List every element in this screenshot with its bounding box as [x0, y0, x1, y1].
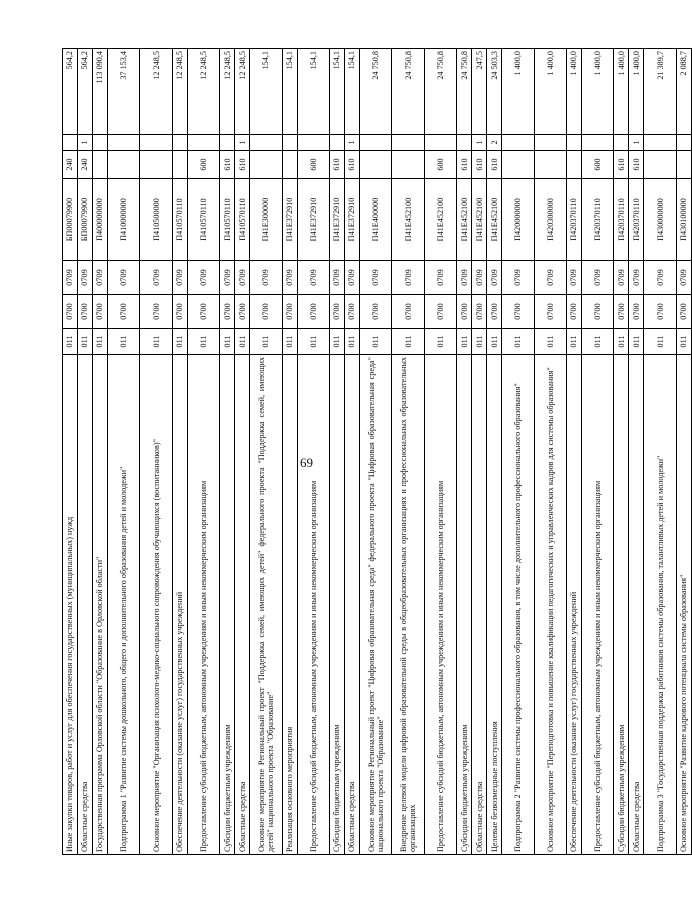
table-row — [344, 49, 359, 855]
section-code-cell: 0700 — [187, 295, 219, 329]
target-article-cell: П410570110 — [220, 179, 235, 261]
row-name-cell: Основное мероприятие "Развитие кадрового потенциала системы образования" — [676, 355, 691, 855]
target-article-cell: П41Е300000 — [250, 179, 282, 261]
expense-type-cell — [282, 151, 297, 179]
table-row — [502, 49, 534, 855]
expense-type-cell — [250, 151, 282, 179]
row-name-cell: Предоставление субсидий бюджетным, автономным учреждениям и иным некоммерческим организациям — [187, 355, 219, 855]
grbs-code-cell: 011 — [77, 329, 92, 355]
grbs-code-cell: 011 — [282, 329, 297, 355]
subsection-code-cell: 0709 — [329, 261, 344, 295]
expense-type-cell — [567, 151, 582, 179]
table-row — [329, 49, 344, 855]
expense-type-cell — [107, 151, 139, 179]
expense-type-cell — [676, 151, 691, 179]
target-article-cell: П410570110 — [172, 179, 187, 261]
section-code-cell: 0700 — [614, 295, 629, 329]
section-code-cell: 0700 — [235, 295, 250, 329]
funding-source-cell — [187, 135, 219, 151]
target-article-cell: П41Е452100 — [392, 179, 424, 261]
expense-type-cell — [534, 151, 566, 179]
table-row — [424, 49, 456, 855]
funding-source-cell — [140, 135, 172, 151]
target-article-cell: П420370110 — [581, 179, 613, 261]
target-article-cell: П41Е452100 — [424, 179, 456, 261]
expense-type-cell: 600 — [581, 151, 613, 179]
amount-cell: 1 400,0 — [614, 49, 629, 135]
amount-cell: 24 750,8 — [457, 49, 472, 135]
target-article-cell: П41Е452100 — [472, 179, 487, 261]
grbs-code-cell: 011 — [644, 329, 676, 355]
table-row — [92, 49, 107, 855]
subsection-code-cell: 0709 — [472, 261, 487, 295]
grbs-code-cell: 011 — [567, 329, 582, 355]
funding-source-cell: 1 — [472, 135, 487, 151]
subsection-code-cell: 0709 — [424, 261, 456, 295]
funding-source-cell — [424, 135, 456, 151]
subsection-code-cell: 0709 — [534, 261, 566, 295]
funding-source-cell — [92, 135, 107, 151]
section-code-cell: 0700 — [172, 295, 187, 329]
target-article-cell: П41Е452100 — [457, 179, 472, 261]
table-row — [676, 49, 691, 855]
subsection-code-cell: 0709 — [250, 261, 282, 295]
grbs-code-cell: 011 — [629, 329, 644, 355]
table-row — [567, 49, 582, 855]
amount-cell: 1 400,0 — [629, 49, 644, 135]
section-code-cell: 0700 — [77, 295, 92, 329]
row-name-cell: Субсидии бюджетным учреждениям — [220, 355, 235, 855]
table-row — [297, 49, 329, 855]
grbs-code-cell: 011 — [187, 329, 219, 355]
amount-cell: 154,1 — [282, 49, 297, 135]
grbs-code-cell: 011 — [329, 329, 344, 355]
row-name-cell: Предоставление субсидий бюджетным, автономным учреждениям и иным некоммерческим организациям — [581, 355, 613, 855]
section-code-cell: 0700 — [567, 295, 582, 329]
section-code-cell: 0700 — [107, 295, 139, 329]
row-name-cell: Предоставление субсидий бюджетным, автономным учреждениям и иным некоммерческим организациям — [424, 355, 456, 855]
amount-cell: 113 090,4 — [92, 49, 107, 135]
row-name-cell: Целевые безвозмездные поступления — [487, 355, 502, 855]
subsection-code-cell: 0709 — [140, 261, 172, 295]
target-article-cell: П420000000 — [502, 179, 534, 261]
expense-type-cell: 240 — [77, 151, 92, 179]
section-code-cell: 0700 — [282, 295, 297, 329]
amount-cell: 247,5 — [472, 49, 487, 135]
amount-cell: 12 248,5 — [220, 49, 235, 135]
subsection-code-cell: 0709 — [297, 261, 329, 295]
target-article-cell: П41Е372910 — [344, 179, 359, 261]
amount-cell: 24 750,8 — [359, 49, 391, 135]
section-code-cell: 0700 — [92, 295, 107, 329]
subsection-code-cell: 0709 — [92, 261, 107, 295]
target-article-cell: П41Е372910 — [297, 179, 329, 261]
target-article-cell: П410500000 — [140, 179, 172, 261]
amount-cell: 1 400,0 — [567, 49, 582, 135]
grbs-code-cell: 011 — [92, 329, 107, 355]
amount-cell: 12 248,5 — [235, 49, 250, 135]
table-row — [63, 49, 78, 855]
section-code-cell: 0700 — [629, 295, 644, 329]
expense-type-cell: 610 — [629, 151, 644, 179]
table-row — [644, 49, 676, 855]
expense-type-cell: 610 — [457, 151, 472, 179]
subsection-code-cell: 0709 — [63, 261, 78, 295]
subsection-code-cell: 0709 — [107, 261, 139, 295]
expense-type-cell — [392, 151, 424, 179]
amount-cell: 24 750,8 — [392, 49, 424, 135]
funding-source-cell: 1 — [629, 135, 644, 151]
funding-source-cell — [457, 135, 472, 151]
target-article-cell: П410570110 — [235, 179, 250, 261]
grbs-code-cell: 011 — [359, 329, 391, 355]
table-row — [187, 49, 219, 855]
section-code-cell: 0700 — [534, 295, 566, 329]
funding-source-cell — [282, 135, 297, 151]
grbs-code-cell: 011 — [487, 329, 502, 355]
table-row — [359, 49, 391, 855]
funding-source-cell — [614, 135, 629, 151]
amount-cell: 564,2 — [63, 49, 78, 135]
amount-cell: 1 400,0 — [581, 49, 613, 135]
row-name-cell: Основное мероприятие "Организация психолого-медико-социального сопровождения обучающихся (воспитанников)" — [140, 355, 172, 855]
section-code-cell: 0700 — [644, 295, 676, 329]
target-article-cell: П410000000 — [107, 179, 139, 261]
expense-type-cell — [140, 151, 172, 179]
row-name-cell: Внедрение целевой модели цифровой образовательной среды в общеобразовательных организациях и профессиональных образовательных организациях — [392, 355, 424, 855]
table-row — [581, 49, 613, 855]
grbs-code-cell: 011 — [63, 329, 78, 355]
funding-source-cell — [676, 135, 691, 151]
subsection-code-cell: 0709 — [502, 261, 534, 295]
budget-table-sheet — [62, 49, 692, 855]
funding-source-cell — [567, 135, 582, 151]
funding-source-cell — [107, 135, 139, 151]
row-name-cell: Областные средства — [629, 355, 644, 855]
section-code-cell: 0700 — [344, 295, 359, 329]
subsection-code-cell: 0709 — [567, 261, 582, 295]
section-code-cell: 0700 — [297, 295, 329, 329]
amount-cell: 21 389,7 — [644, 49, 676, 135]
row-name-cell: Областные средства — [77, 355, 92, 855]
target-article-cell: П41Е452100 — [487, 179, 502, 261]
row-name-cell: Обеспечение деятельности (оказание услуг) государственных учреждений — [567, 355, 582, 855]
expense-type-cell: 600 — [297, 151, 329, 179]
subsection-code-cell: 0709 — [676, 261, 691, 295]
grbs-code-cell: 011 — [172, 329, 187, 355]
table-row — [282, 49, 297, 855]
target-article-cell: П430000000 — [644, 179, 676, 261]
table-row — [487, 49, 502, 855]
row-name-cell: Областные средства — [472, 355, 487, 855]
section-code-cell: 0700 — [140, 295, 172, 329]
funding-source-cell — [220, 135, 235, 151]
subsection-code-cell: 0709 — [487, 261, 502, 295]
grbs-code-cell: 011 — [472, 329, 487, 355]
amount-cell: 2 088,7 — [676, 49, 691, 135]
row-name-cell: Субсидии бюджетным учреждениям — [457, 355, 472, 855]
subsection-code-cell: 0709 — [614, 261, 629, 295]
funding-source-cell — [250, 135, 282, 151]
amount-cell: 37 153,4 — [107, 49, 139, 135]
section-code-cell: 0700 — [502, 295, 534, 329]
expense-type-cell: 610 — [614, 151, 629, 179]
table-row — [534, 49, 566, 855]
table-row — [629, 49, 644, 855]
target-article-cell: П41Е372910 — [282, 179, 297, 261]
section-code-cell: 0700 — [220, 295, 235, 329]
funding-source-cell — [297, 135, 329, 151]
subsection-code-cell: 0709 — [644, 261, 676, 295]
section-code-cell: 0700 — [359, 295, 391, 329]
subsection-code-cell: 0709 — [282, 261, 297, 295]
row-name-cell: Государственная программа Орловской области "Образование в Орловской области" — [92, 355, 107, 855]
amount-cell: 154,1 — [344, 49, 359, 135]
grbs-code-cell: 011 — [344, 329, 359, 355]
amount-cell: 12 248,5 — [172, 49, 187, 135]
target-article-cell: БП00079900 — [63, 179, 78, 261]
amount-cell: 564,2 — [77, 49, 92, 135]
grbs-code-cell: 011 — [140, 329, 172, 355]
subsection-code-cell: 0709 — [77, 261, 92, 295]
grbs-code-cell: 011 — [250, 329, 282, 355]
row-name-cell: Иные закупки товаров, работ и услуг для обеспечения государственных (муниципальных) нужд — [63, 355, 78, 855]
row-name-cell: Подпрограмма 1 "Развитие системы дошкольного, общего и дополнительного образования детей и молодежи" — [107, 355, 139, 855]
row-name-cell: Подпрограмма 2 "Развитие системы профессионального образования, в том числе дополнительного профессионального образования" — [502, 355, 534, 855]
subsection-code-cell: 0709 — [581, 261, 613, 295]
funding-source-cell: 2 — [487, 135, 502, 151]
section-code-cell: 0700 — [457, 295, 472, 329]
grbs-code-cell: 011 — [502, 329, 534, 355]
target-article-cell: П430100000 — [676, 179, 691, 261]
funding-source-cell — [359, 135, 391, 151]
funding-source-cell — [534, 135, 566, 151]
expense-type-cell — [92, 151, 107, 179]
expense-type-cell: 610 — [235, 151, 250, 179]
funding-source-cell: 1 — [344, 135, 359, 151]
grbs-code-cell: 011 — [424, 329, 456, 355]
expense-type-cell — [502, 151, 534, 179]
target-article-cell: П420300000 — [534, 179, 566, 261]
row-name-cell: Субсидии бюджетным учреждениям — [614, 355, 629, 855]
target-article-cell: П410570110 — [187, 179, 219, 261]
row-name-cell: Основное мероприятие Региональный проект "Цифровая образовательная среда" федерального проекта "Цифровая образовательная среда" национального проекта "Образование" — [359, 355, 391, 855]
target-article-cell: П41Е372910 — [329, 179, 344, 261]
row-name-cell: Предоставление субсидий бюджетным, автономным учреждениям и иным некоммерческим организациям — [297, 355, 329, 855]
section-code-cell: 0700 — [392, 295, 424, 329]
grbs-code-cell: 011 — [614, 329, 629, 355]
funding-source-cell — [392, 135, 424, 151]
row-name-cell: Обеспечение деятельности (оказание услуг) государственных учреждений — [172, 355, 187, 855]
expense-type-cell: 240 — [63, 151, 78, 179]
target-article-cell: П400000000 — [92, 179, 107, 261]
table-row — [457, 49, 472, 855]
section-code-cell: 0700 — [63, 295, 78, 329]
table-row — [107, 49, 139, 855]
amount-cell: 12 248,5 — [187, 49, 219, 135]
funding-source-cell — [172, 135, 187, 151]
funding-source-cell: 1 — [77, 135, 92, 151]
grbs-code-cell: 011 — [297, 329, 329, 355]
row-name-cell: Основное мероприятие Региональный проект "Поддержка семей, имеющих детей" федерального проекта "Поддержка семей, имеющих детей" национального проекта "Образование" — [250, 355, 282, 855]
target-article-cell: П41Е400000 — [359, 179, 391, 261]
row-name-cell: Областные средства — [235, 355, 250, 855]
table-row — [472, 49, 487, 855]
grbs-code-cell: 011 — [235, 329, 250, 355]
amount-cell: 24 750,8 — [424, 49, 456, 135]
section-code-cell: 0700 — [250, 295, 282, 329]
row-name-cell: Субсидии бюджетным учреждениям — [329, 355, 344, 855]
grbs-code-cell: 011 — [457, 329, 472, 355]
grbs-code-cell: 011 — [676, 329, 691, 355]
funding-source-cell — [644, 135, 676, 151]
expense-type-cell: 610 — [472, 151, 487, 179]
table-row — [172, 49, 187, 855]
row-name-cell: Подпрограмма 3 "Государственная поддержка работников системы образования, талантливых детей и молодежи" — [644, 355, 676, 855]
funding-source-cell — [329, 135, 344, 151]
subsection-code-cell: 0709 — [220, 261, 235, 295]
table-row — [77, 49, 92, 855]
budget-table — [62, 48, 692, 855]
amount-cell: 1 400,0 — [502, 49, 534, 135]
subsection-code-cell: 0709 — [344, 261, 359, 295]
row-name-cell: Основное мероприятие "Переподготовка и повышение квалификации педагогических и управленческих кадров для системы образования" — [534, 355, 566, 855]
amount-cell: 154,1 — [297, 49, 329, 135]
expense-type-cell: 610 — [344, 151, 359, 179]
section-code-cell: 0700 — [581, 295, 613, 329]
target-article-cell: БП00079900 — [77, 179, 92, 261]
row-name-cell: Областные средства — [344, 355, 359, 855]
table-row — [235, 49, 250, 855]
grbs-code-cell: 011 — [534, 329, 566, 355]
subsection-code-cell: 0709 — [235, 261, 250, 295]
expense-type-cell — [644, 151, 676, 179]
subsection-code-cell: 0709 — [457, 261, 472, 295]
amount-cell: 24 503,3 — [487, 49, 502, 135]
table-row — [140, 49, 172, 855]
subsection-code-cell: 0709 — [187, 261, 219, 295]
amount-cell: 154,1 — [250, 49, 282, 135]
funding-source-cell — [63, 135, 78, 151]
section-code-cell: 0700 — [487, 295, 502, 329]
subsection-code-cell: 0709 — [392, 261, 424, 295]
row-name-cell: Реализация основного мероприятия — [282, 355, 297, 855]
section-code-cell: 0700 — [676, 295, 691, 329]
section-code-cell: 0700 — [424, 295, 456, 329]
table-body — [63, 49, 692, 855]
funding-source-cell — [502, 135, 534, 151]
expense-type-cell: 610 — [487, 151, 502, 179]
subsection-code-cell: 0709 — [359, 261, 391, 295]
table-row — [392, 49, 424, 855]
expense-type-cell: 600 — [187, 151, 219, 179]
expense-type-cell — [172, 151, 187, 179]
table-row — [250, 49, 282, 855]
amount-cell: 1 400,0 — [534, 49, 566, 135]
grbs-code-cell: 011 — [581, 329, 613, 355]
expense-type-cell — [359, 151, 391, 179]
target-article-cell: П420370110 — [629, 179, 644, 261]
subsection-code-cell: 0709 — [172, 261, 187, 295]
table-row — [220, 49, 235, 855]
section-code-cell: 0700 — [329, 295, 344, 329]
target-article-cell: П420370110 — [614, 179, 629, 261]
grbs-code-cell: 011 — [392, 329, 424, 355]
subsection-code-cell: 0709 — [629, 261, 644, 295]
table-row — [614, 49, 629, 855]
expense-type-cell: 610 — [329, 151, 344, 179]
target-article-cell: П420370110 — [567, 179, 582, 261]
section-code-cell: 0700 — [472, 295, 487, 329]
page-number-text: 69 — [300, 455, 313, 470]
funding-source-cell: 1 — [235, 135, 250, 151]
grbs-code-cell: 011 — [220, 329, 235, 355]
amount-cell: 154,1 — [329, 49, 344, 135]
expense-type-cell: 610 — [220, 151, 235, 179]
expense-type-cell: 600 — [424, 151, 456, 179]
amount-cell: 12 248,5 — [140, 49, 172, 135]
grbs-code-cell: 011 — [107, 329, 139, 355]
funding-source-cell — [581, 135, 613, 151]
